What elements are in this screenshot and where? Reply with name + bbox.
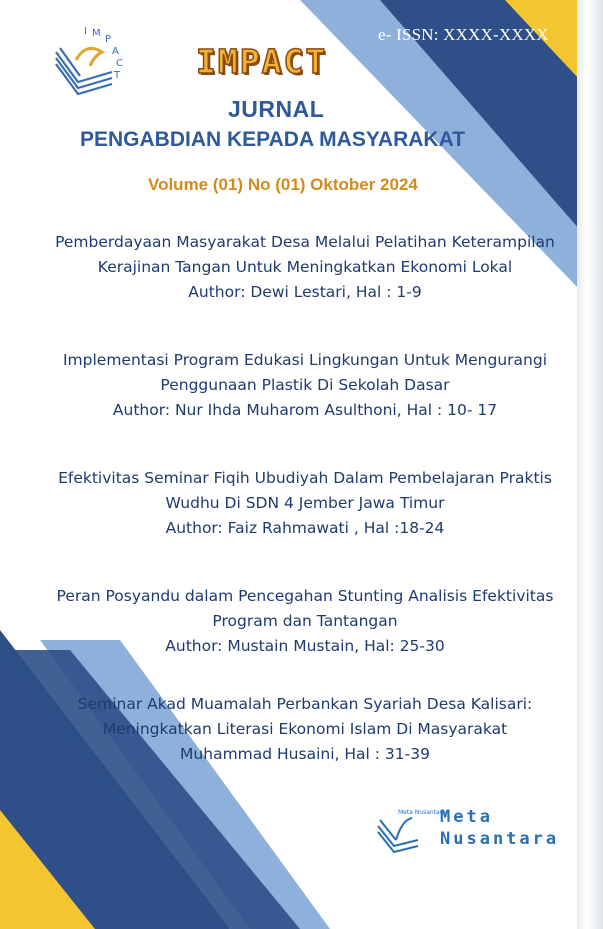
article-title-line: Penggunaan Plastik Di Sekolah Dasar <box>160 376 450 394</box>
journal-type: JURNAL <box>228 96 325 122</box>
article-entry <box>40 466 570 541</box>
article-author: Author: Nur Ihda Muharom Asulthoni, Hal : 10- 17 <box>112 401 498 419</box>
article-title-line: Seminar Akad Muamalah Perbankan Syariah Desa Kalisari: <box>77 695 533 713</box>
article-entry <box>40 584 570 659</box>
publisher-book-icon <box>372 806 446 860</box>
article-title-line: Peran Posyandu dalam Pencegahan Stunting Analisis Efektivitas <box>56 587 554 605</box>
logo-letter-c: C <box>116 58 123 69</box>
article-entry <box>40 348 570 423</box>
article-author: Author: Faiz Rahmawati , Hal :18-24 <box>165 519 445 537</box>
logo-letter-i: I <box>84 26 87 37</box>
book-spine-edge <box>577 0 603 929</box>
publisher-name-line-2: Nusantara <box>440 829 560 849</box>
logo-letter-p: P <box>105 34 112 45</box>
table-of-contents <box>40 230 570 799</box>
article-title-line: Wudhu Di SDN 4 Jember Jawa Timur <box>165 494 445 512</box>
journal-subtitle: PENGABDIAN KEPADA MASYARAKAT <box>80 128 466 151</box>
logo-letter-m: M <box>92 28 101 39</box>
logo-letter-a: A <box>112 46 119 57</box>
article-title-line: Kerajinan Tangan Untuk Meningkatkan Ekonomi Lokal <box>97 258 513 276</box>
book-logo-icon <box>50 22 128 104</box>
publisher-icon-label: Meta Nusantara <box>398 809 446 816</box>
journal-logo-text: IMPACT <box>196 42 328 81</box>
article-entry <box>40 692 570 767</box>
article-title-line: Efektivitas Seminar Fiqih Ubudiyah Dalam Pembelajaran Praktis <box>58 469 552 487</box>
article-author: Author: Dewi Lestari, Hal : 1-9 <box>188 283 422 301</box>
publisher-name-line-1: Meta <box>440 807 493 827</box>
article-author: Author: Mustain Mustain, Hal: 25-30 <box>165 637 445 655</box>
issn-label: e- ISSN: XXXX-XXXX <box>378 25 549 44</box>
article-title-line: Pemberdayaan Masyarakat Desa Melalui Pelatihan Keterampilan <box>55 233 555 251</box>
article-title-line: Program dan Tantangan <box>212 612 398 630</box>
volume-issue: Volume (01) No (01) Oktober 2024 <box>148 175 418 194</box>
publisher-name <box>440 806 559 850</box>
logo-letter-t: T <box>114 70 121 81</box>
article-title-line: Implementasi Program Edukasi Lingkungan Untuk Mengurangi <box>62 351 548 369</box>
article-entry <box>40 230 570 305</box>
article-author: Muhammad Husaini, Hal : 31-39 <box>180 745 430 763</box>
article-title-line: Meningkatkan Literasi Ekonomi Islam Di Masyarakat <box>102 720 508 738</box>
